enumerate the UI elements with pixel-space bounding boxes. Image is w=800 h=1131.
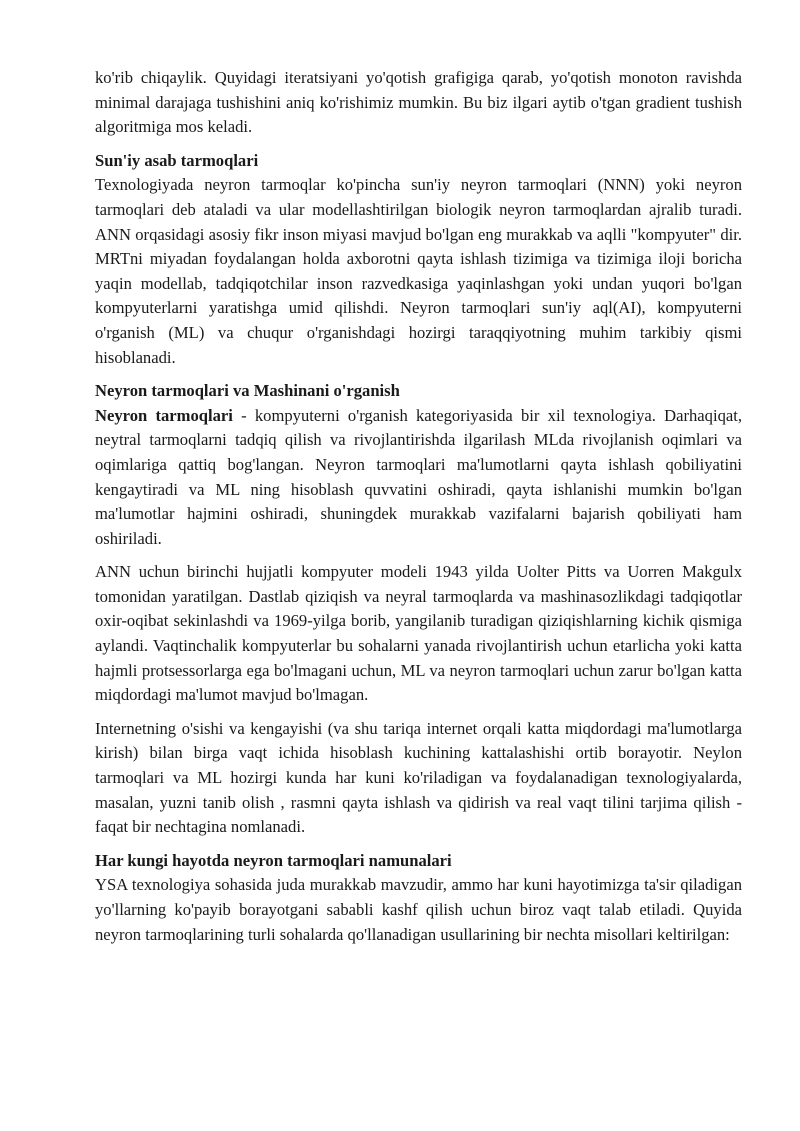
section-heading-ml: Neyron tarmoqlari va Mashinani o'rganish [95, 381, 400, 401]
section-paragraph-ml-2: ANN uchun birinchi hujjatli kompyuter modeli 1943 yilda Uolter Pitts va Uorren Makgulx tomonidan yaratilgan. Dastlab qiziqish va neyral tarmoqlarda va mashinasozlikdagi tadqiqotlar oxir-oqibat sekinlashdi va 1969-yilga borib, yangilanib turadigan qiziqishlarning kichik qismiga aylandi. Vaqtinchalik kompyuterlar bu sohalarni yanada rivojlantirish uchun etarlicha yoki katta hajmli protsessorlarga ega bo'lmagani uchun, ML va neyron tarmoqlari uchun zarur bo'lgan katta miqdordagi ma'lumot mavjud bo'lmagan. [95, 562, 742, 705]
document-body [95, 66, 742, 947]
section-heading-everyday: Har kungi hayotda neyron tarmoqlari namunalari [95, 850, 452, 870]
paragraph-text: - kompyuterni o'rganish kategoriyasida bir xil texnologiya. Darhaqiqat, neytral tarmoqlarni tadqiq qilish va rivojlantirishda ilgarilash MLda rivojlanish oqimlari va oqimlariga qattiq bog'langan. Neyron tarmoqlari ma'lumotlarni qayta ishlash qobiliyatini kengaytiradi va ML ning hisoblash quvvatini oshiradi, qayta ishlanishi mumkin bo'lgan ma'lumotlar hajmini oshiradi, shuningdek murakkab vazifalarni bajarish qobiliyati ham oshiriladi. [95, 405, 742, 548]
section-paragraph-ml-3: Internetning o'sishi va kengayishi (va shu tariqa internet orqali katta miqdordagi ma'lumotlarga kirish) bilan birga vaqt ichida hisoblash kuchining kattalashishi ortib borayotir. Neylon tarmoqlari va ML hozirgi kunda har kuni ko'riladigan va foydalanadigan texnologiyalarda, masalan, yuzni tanib olish , rasmni qayta ishlash va qidirish va real vaqt tilini tarjima qilish - faqat bir nechtagina nomlanadi. [95, 718, 742, 837]
bold-term: Neyron tarmoqlari [95, 405, 233, 425]
section-paragraph-everyday: YSA texnologiya sohasida juda murakkab mavzudir, ammo har kuni hayotimizga ta'sir qiladigan yo'llarning ko'payib borayotgani sababli kashf qilish uchun biroz vaqt talab etiladi. Quyida neyron tarmoqlarining turli sohalarda qo'llanadigan usullarining bir nechta misollari keltirilgan: [95, 875, 742, 944]
intro-paragraph: ko'rib chiqaylik. Quyidagi iteratsiyani yo'qotish grafigiga qarab, yo'qotish monoton ravishda minimal darajaga tushishini aniq ko'rishimiz mumkin. Bu biz ilgari aytib o'tgan gradient tushish algoritmiga mos keladi. [95, 68, 742, 137]
section-paragraph-ml-1 [95, 404, 742, 552]
section-heading-neural-networks: Sun'iy asab tarmoqlari [95, 150, 259, 170]
section-paragraph-neural-networks: Texnologiyada neyron tarmoqlar ko'pincha sun'iy neyron tarmoqlari (NNN) yoki neyron tarmoqlari deb ataladi va ular modellashtirilgan biologik neyron tarmoqlardan ajralib turadi. ANN orqasidagi asosiy fikr inson miyasi mavjud bo'lgan eng murakkab va aqlli "kompyuter" dir. MRTni miyadan foydalangan holda axborotni qayta ishlash tizimiga va tizimiga iloji boricha yaqin modellab, tadqiqotchilar inson razvedkasiga yaqinlashgan yoki undan yuqori bo'lgan kompyuterlarni yaratishga umid qilishdi. Neyron tarmoqlari sun'iy aql(AI), kompyuterni o'rganish (ML) va chuqur o'rganishdagi hozirgi taraqqiyotning muhim tarkibiy qismi hisoblanadi. [95, 175, 742, 367]
